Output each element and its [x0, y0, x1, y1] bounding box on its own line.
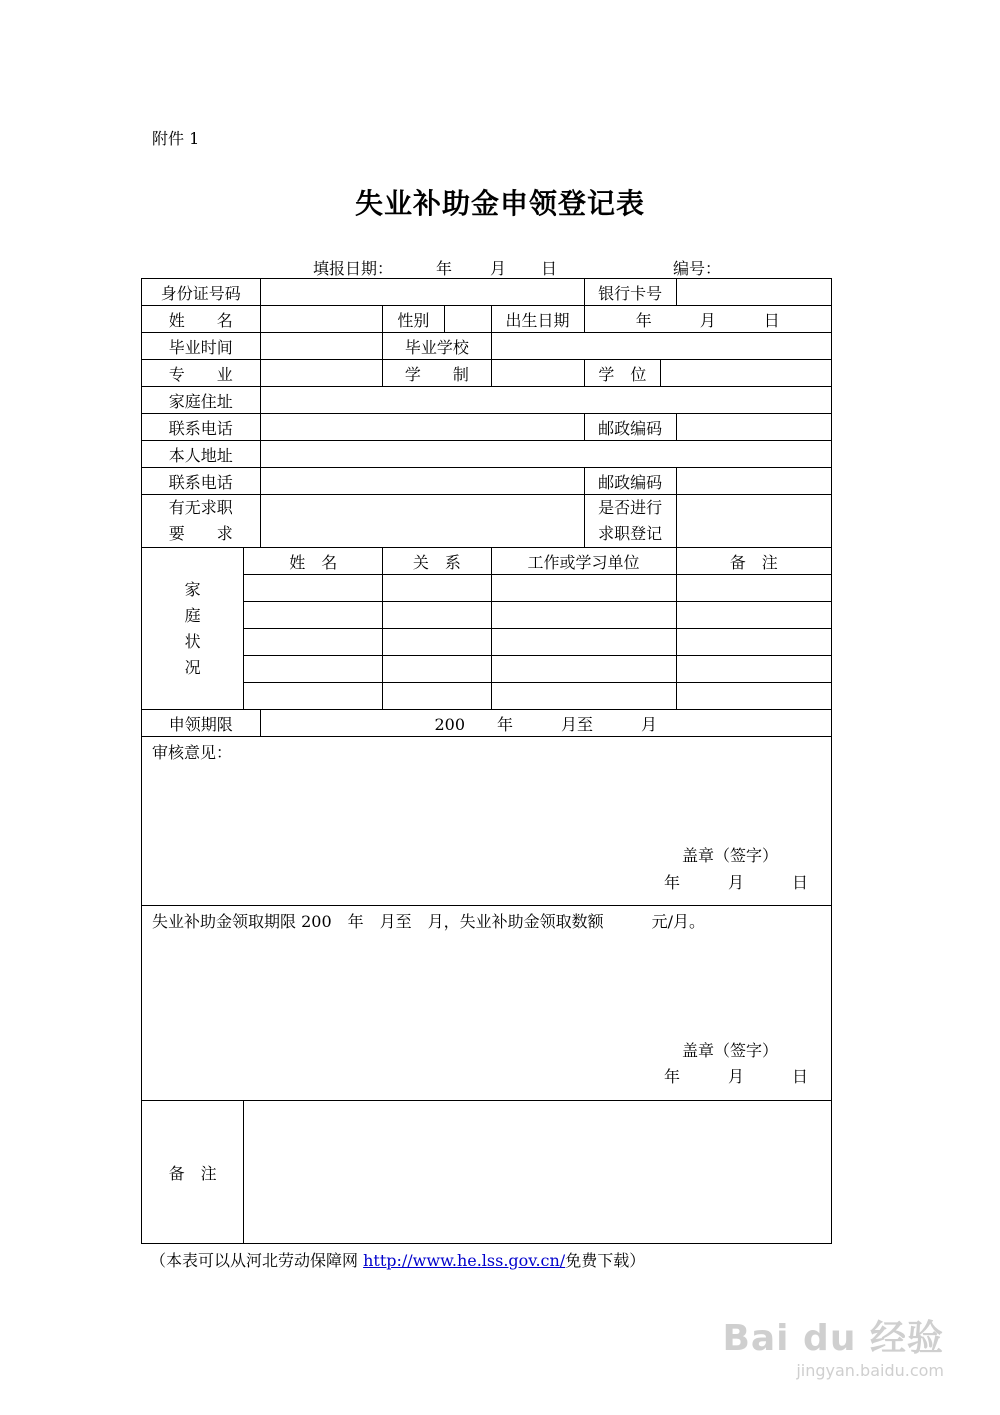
family-row	[142, 602, 832, 629]
baidu-watermark	[722, 1310, 944, 1380]
family-row	[142, 656, 832, 683]
phone-label: 联系电话	[142, 414, 261, 441]
family-name-cell[interactable]	[244, 656, 383, 683]
graduation-school-label: 毕业学校	[383, 333, 491, 360]
row-subsidy	[142, 906, 832, 1101]
personal-address-label: 本人地址	[142, 441, 261, 468]
postcode-label: 邮政编码	[584, 414, 676, 441]
watermark-logo: Bai du 经验	[722, 1318, 944, 1359]
major-field[interactable]	[260, 360, 383, 387]
fill-date-label: 填报日期：	[313, 259, 394, 278]
watermark-url: jingyan.baidu.com	[796, 1361, 944, 1380]
row-phone-2	[142, 468, 832, 495]
family-relation-header: 关 系	[383, 548, 491, 575]
family-work-unit-cell[interactable]	[491, 683, 676, 710]
family-name-cell[interactable]	[244, 602, 383, 629]
family-relation-cell[interactable]	[383, 683, 491, 710]
family-row	[142, 629, 832, 656]
review-seal: 盖章（签字）	[682, 846, 779, 865]
family-status-label: 家 庭 状 况	[142, 548, 244, 710]
postcode-field[interactable]	[676, 414, 831, 441]
row-job	[142, 495, 832, 548]
review-date: 年 月 日	[664, 873, 809, 892]
family-name-header: 姓 名	[244, 548, 383, 575]
birth-date-label: 出生日期	[491, 306, 584, 333]
registration-form	[141, 278, 832, 1244]
id-number-label: 身份证号码	[142, 279, 261, 306]
apply-period-label: 申领期限	[142, 710, 261, 737]
gender-field[interactable]	[444, 306, 491, 333]
degree-label: 学 位	[584, 360, 661, 387]
bank-card-field[interactable]	[676, 279, 831, 306]
row-home-address	[142, 387, 832, 414]
personal-address-field[interactable]	[260, 441, 831, 468]
fill-date-month: 月	[490, 259, 507, 278]
subsidy-text: 失业补助金领取期限 200 年 月至 月，失业补助金领取数额 元/月。	[152, 912, 706, 931]
family-relation-cell[interactable]	[383, 575, 491, 602]
family-name-cell[interactable]	[244, 683, 383, 710]
fill-date-day: 日	[541, 259, 558, 278]
graduation-school-field[interactable]	[491, 333, 831, 360]
home-address-field[interactable]	[260, 387, 831, 414]
family-header-row	[142, 548, 832, 575]
family-remark-cell[interactable]	[676, 575, 831, 602]
family-relation-cell[interactable]	[383, 656, 491, 683]
phone-2-field[interactable]	[260, 468, 584, 495]
attachment-label: 附件 1	[152, 129, 200, 148]
remark-label: 备 注	[142, 1101, 244, 1244]
schooling-label: 学 制	[383, 360, 491, 387]
schooling-field[interactable]	[491, 360, 584, 387]
family-remark-cell[interactable]	[676, 683, 831, 710]
family-row	[142, 683, 832, 710]
job-demand-label: 有无求职 要 求	[142, 495, 261, 548]
job-demand-field[interactable]	[260, 495, 584, 548]
row-graduation	[142, 333, 832, 360]
phone-field[interactable]	[260, 414, 584, 441]
family-work-unit-cell[interactable]	[491, 575, 676, 602]
page-title: 失业补助金申领登记表	[354, 187, 645, 220]
bank-card-label: 银行卡号	[584, 279, 676, 306]
graduation-time-label: 毕业时间	[142, 333, 261, 360]
download-link[interactable]: http://www.he.lss.gov.cn/	[363, 1251, 566, 1270]
family-remark-cell[interactable]	[676, 629, 831, 656]
postcode-2-field[interactable]	[676, 468, 831, 495]
review-opinion-label: 审核意见：	[152, 743, 233, 762]
family-remark-header: 备 注	[676, 548, 831, 575]
row-remark	[142, 1101, 832, 1244]
birth-date-field[interactable]: 年 月 日	[584, 306, 831, 333]
name-field[interactable]	[260, 306, 383, 333]
row-major	[142, 360, 832, 387]
row-review	[142, 737, 832, 906]
row-name	[142, 306, 832, 333]
row-id	[142, 279, 832, 306]
family-work-unit-cell[interactable]	[491, 656, 676, 683]
family-work-unit-cell[interactable]	[491, 629, 676, 656]
family-work-unit-cell[interactable]	[491, 602, 676, 629]
subsidy-date: 年 月 日	[664, 1067, 809, 1086]
family-relation-cell[interactable]	[383, 629, 491, 656]
row-apply-period	[142, 710, 832, 737]
subsidy-seal: 盖章（签字）	[682, 1041, 779, 1060]
family-name-cell[interactable]	[244, 629, 383, 656]
postcode-2-label: 邮政编码	[584, 468, 676, 495]
family-relation-cell[interactable]	[383, 602, 491, 629]
remark-field[interactable]	[244, 1101, 832, 1244]
number-label: 编号：	[673, 259, 722, 278]
family-remark-cell[interactable]	[676, 602, 831, 629]
subsidy-box[interactable]	[142, 906, 832, 1101]
home-address-label: 家庭住址	[142, 387, 261, 414]
job-register-field[interactable]	[676, 495, 831, 548]
fill-date-year: 年	[436, 259, 453, 278]
gender-label: 性别	[383, 306, 444, 333]
footer-note: （本表可以从河北劳动保障网 http://www.he.lss.gov.cn/免费下载）	[150, 1251, 646, 1270]
name-label: 姓 名	[142, 306, 261, 333]
family-work-unit-header: 工作或学习单位	[491, 548, 676, 575]
review-opinion-box[interactable]	[142, 737, 832, 906]
family-row	[142, 575, 832, 602]
family-name-cell[interactable]	[244, 575, 383, 602]
id-number-field[interactable]	[260, 279, 584, 306]
degree-field[interactable]	[661, 360, 832, 387]
major-label: 专 业	[142, 360, 261, 387]
graduation-time-field[interactable]	[260, 333, 383, 360]
family-remark-cell[interactable]	[676, 656, 831, 683]
apply-period-field[interactable]: 200 年 月至 月	[260, 710, 831, 737]
row-phone	[142, 414, 832, 441]
row-personal-address	[142, 441, 832, 468]
phone-2-label: 联系电话	[142, 468, 261, 495]
job-register-label: 是否进行 求职登记	[584, 495, 676, 548]
